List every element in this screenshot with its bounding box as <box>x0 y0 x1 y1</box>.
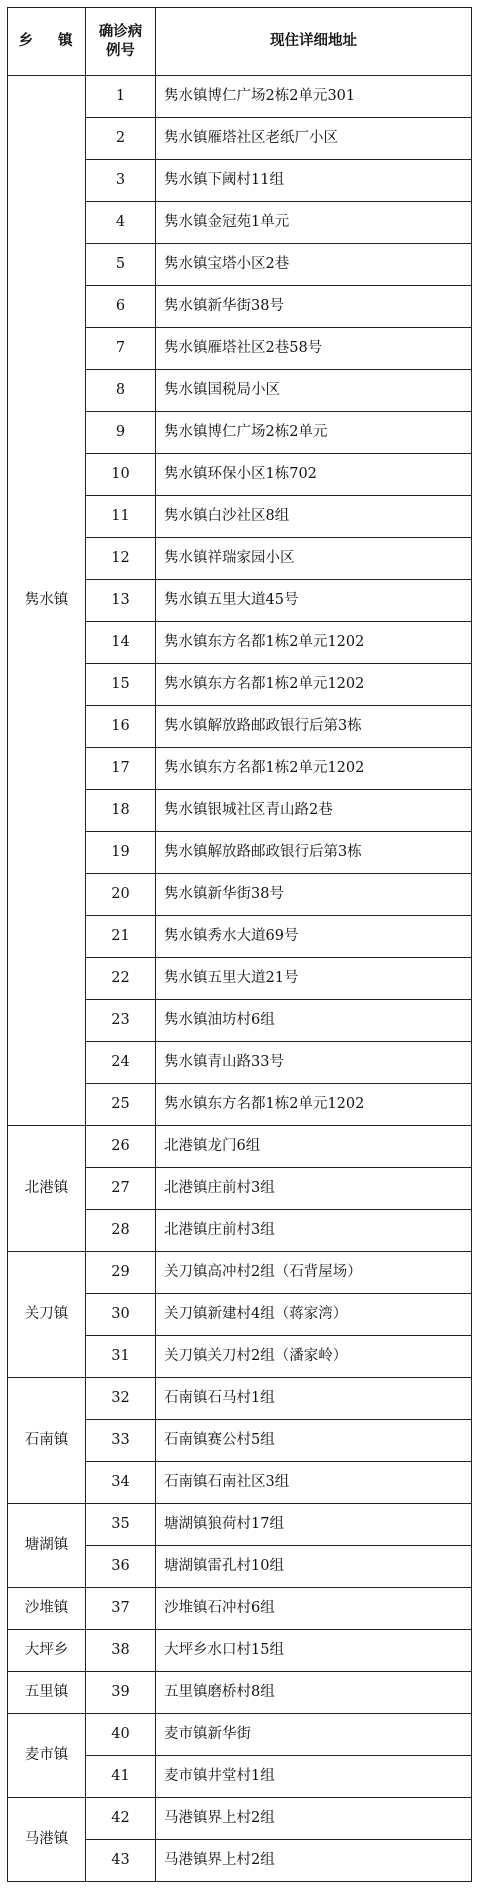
address-cell: 隽水镇秀水大道69号 <box>156 916 472 958</box>
case-number-cell: 4 <box>86 202 156 244</box>
address-cell: 塘湖镇雷孔村10组 <box>156 1546 472 1588</box>
case-number-cell: 14 <box>86 622 156 664</box>
table-row <box>8 1672 472 1714</box>
table-body <box>8 76 472 1882</box>
case-number-cell: 26 <box>86 1126 156 1168</box>
address-cell: 塘湖镇狼荷村17组 <box>156 1504 472 1546</box>
address-cell: 大坪乡水口村15组 <box>156 1630 472 1672</box>
case-number-cell: 11 <box>86 496 156 538</box>
case-number-cell: 33 <box>86 1420 156 1462</box>
address-cell: 麦市镇井堂村1组 <box>156 1756 472 1798</box>
address-cell: 隽水镇国税局小区 <box>156 370 472 412</box>
case-number-cell: 32 <box>86 1378 156 1420</box>
table-header-row <box>8 8 472 76</box>
case-number-cell: 21 <box>86 916 156 958</box>
table-row <box>8 1378 472 1420</box>
address-cell: 隽水镇新华街38号 <box>156 286 472 328</box>
header-case-number: 确诊病例号 <box>86 8 156 76</box>
case-number-cell: 17 <box>86 748 156 790</box>
address-cell: 隽水镇雁塔社区老纸厂小区 <box>156 118 472 160</box>
address-cell: 隽水镇东方名都1栋2单元1202 <box>156 748 472 790</box>
case-number-cell: 36 <box>86 1546 156 1588</box>
address-cell: 北港镇庄前村3组 <box>156 1210 472 1252</box>
case-table-container <box>7 7 471 1880</box>
address-cell: 隽水镇东方名都1栋2单元1202 <box>156 664 472 706</box>
case-address-table <box>7 7 472 1882</box>
case-number-cell: 27 <box>86 1168 156 1210</box>
case-number-cell: 7 <box>86 328 156 370</box>
table-row <box>8 1504 472 1546</box>
address-cell: 隽水镇五里大道45号 <box>156 580 472 622</box>
address-cell: 沙堆镇石冲村6组 <box>156 1588 472 1630</box>
case-number-cell: 12 <box>86 538 156 580</box>
address-cell: 隽水镇环保小区1栋702 <box>156 454 472 496</box>
case-number-cell: 15 <box>86 664 156 706</box>
case-number-cell: 8 <box>86 370 156 412</box>
town-cell: 大坪乡 <box>8 1630 86 1672</box>
town-cell: 沙堆镇 <box>8 1588 86 1630</box>
address-cell: 隽水镇下阈村11组 <box>156 160 472 202</box>
table-row <box>8 76 472 118</box>
case-number-cell: 35 <box>86 1504 156 1546</box>
town-cell: 麦市镇 <box>8 1714 86 1798</box>
case-number-cell: 42 <box>86 1798 156 1840</box>
case-number-cell: 43 <box>86 1840 156 1882</box>
address-cell: 隽水镇油坊村6组 <box>156 1000 472 1042</box>
case-number-cell: 22 <box>86 958 156 1000</box>
case-number-cell: 3 <box>86 160 156 202</box>
town-cell: 石南镇 <box>8 1378 86 1504</box>
address-cell: 关刀镇关刀村2组（潘家岭） <box>156 1336 472 1378</box>
case-number-cell: 34 <box>86 1462 156 1504</box>
address-cell: 隽水镇新华街38号 <box>156 874 472 916</box>
table-row <box>8 1252 472 1294</box>
case-number-cell: 29 <box>86 1252 156 1294</box>
case-number-cell: 13 <box>86 580 156 622</box>
case-number-cell: 23 <box>86 1000 156 1042</box>
address-cell: 石南镇赛公村5组 <box>156 1420 472 1462</box>
case-number-cell: 25 <box>86 1084 156 1126</box>
case-number-cell: 28 <box>86 1210 156 1252</box>
address-cell: 隽水镇祥瑞家园小区 <box>156 538 472 580</box>
address-cell: 石南镇石马村1组 <box>156 1378 472 1420</box>
address-cell: 隽水镇东方名都1栋2单元1202 <box>156 1084 472 1126</box>
table-row <box>8 1126 472 1168</box>
address-cell: 隽水镇银城社区青山路2巷 <box>156 790 472 832</box>
address-cell: 隽水镇白沙社区8组 <box>156 496 472 538</box>
case-number-cell: 39 <box>86 1672 156 1714</box>
case-number-cell: 38 <box>86 1630 156 1672</box>
town-cell: 马港镇 <box>8 1798 86 1882</box>
address-cell: 隽水镇解放路邮政银行后第3栋 <box>156 832 472 874</box>
case-number-cell: 6 <box>86 286 156 328</box>
address-cell: 关刀镇新建村4组（蒋家湾） <box>156 1294 472 1336</box>
town-cell: 五里镇 <box>8 1672 86 1714</box>
case-number-cell: 1 <box>86 76 156 118</box>
address-cell: 隽水镇青山路33号 <box>156 1042 472 1084</box>
case-number-cell: 41 <box>86 1756 156 1798</box>
address-cell: 麦市镇新华街 <box>156 1714 472 1756</box>
address-cell: 隽水镇雁塔社区2巷58号 <box>156 328 472 370</box>
address-cell: 石南镇石南社区3组 <box>156 1462 472 1504</box>
header-address: 现住详细地址 <box>156 8 472 76</box>
address-cell: 马港镇界上村2组 <box>156 1798 472 1840</box>
case-number-cell: 19 <box>86 832 156 874</box>
address-cell: 隽水镇解放路邮政银行后第3栋 <box>156 706 472 748</box>
address-cell: 马港镇界上村2组 <box>156 1840 472 1882</box>
address-cell: 隽水镇五里大道21号 <box>156 958 472 1000</box>
case-number-cell: 30 <box>86 1294 156 1336</box>
town-cell: 塘湖镇 <box>8 1504 86 1588</box>
case-number-cell: 40 <box>86 1714 156 1756</box>
case-number-cell: 31 <box>86 1336 156 1378</box>
address-cell: 隽水镇宝塔小区2巷 <box>156 244 472 286</box>
address-cell: 关刀镇高冲村2组（石背屋场） <box>156 1252 472 1294</box>
town-cell: 北港镇 <box>8 1126 86 1252</box>
address-cell: 五里镇磨桥村8组 <box>156 1672 472 1714</box>
table-row <box>8 1588 472 1630</box>
table-row <box>8 1630 472 1672</box>
town-cell: 隽水镇 <box>8 76 86 1126</box>
header-town: 乡 镇 <box>8 8 86 76</box>
case-number-cell: 2 <box>86 118 156 160</box>
table-row <box>8 1714 472 1756</box>
case-number-cell: 18 <box>86 790 156 832</box>
address-cell: 隽水镇博仁广场2栋2单元301 <box>156 76 472 118</box>
case-number-cell: 24 <box>86 1042 156 1084</box>
address-cell: 北港镇龙门6组 <box>156 1126 472 1168</box>
case-number-cell: 5 <box>86 244 156 286</box>
table-row <box>8 1798 472 1840</box>
case-number-cell: 10 <box>86 454 156 496</box>
case-number-cell: 20 <box>86 874 156 916</box>
town-cell: 关刀镇 <box>8 1252 86 1378</box>
address-cell: 隽水镇金冠苑1单元 <box>156 202 472 244</box>
address-cell: 隽水镇博仁广场2栋2单元 <box>156 412 472 454</box>
case-number-cell: 9 <box>86 412 156 454</box>
case-number-cell: 37 <box>86 1588 156 1630</box>
case-number-cell: 16 <box>86 706 156 748</box>
address-cell: 北港镇庄前村3组 <box>156 1168 472 1210</box>
address-cell: 隽水镇东方名都1栋2单元1202 <box>156 622 472 664</box>
